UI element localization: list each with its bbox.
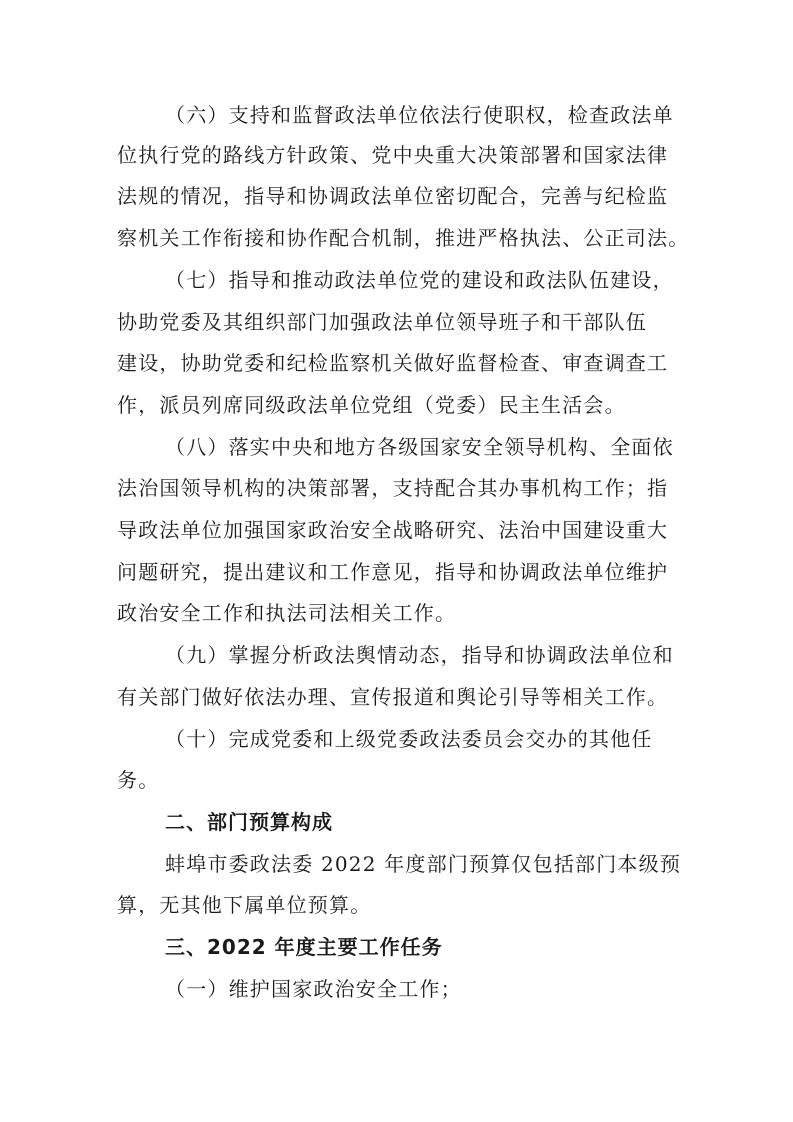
paragraph-6-line-4: 察机关工作衔接和协作配合机制，推进严格执法、公正司法。	[117, 226, 690, 250]
section-heading-budget-structure: 二、部门预算构成	[165, 810, 333, 834]
paragraph-8-line-1: （八）落实中央和地方各级国家安全领导机构、全面依	[165, 435, 674, 459]
budget-paragraph-line-2: 算，无其他下属单位预算。	[117, 893, 372, 917]
paragraph-9-line-1: （九）掌握分析政法舆情动态，指导和协调政法单位和	[165, 643, 674, 667]
paragraph-7-line-4: 作，派员列席同级政法单位党组（党委）民主生活会。	[117, 393, 626, 417]
paragraph-8-line-3: 导政法单位加强国家政治安全战略研究、法治中国建设重大	[117, 518, 669, 542]
paragraph-7-line-1: （七）指导和推动政法单位党的建设和政法队伍建设，	[165, 268, 674, 292]
paragraph-8-line-2: 法治国领导机构的决策部署，支持配合其办事机构工作；指	[117, 476, 669, 500]
paragraph-6-line-3: 法规的情况，指导和协调政法单位密切配合，完善与纪检监	[117, 184, 669, 208]
paragraph-7-line-3: 建设，协助党委和纪检监察机关做好监督检查、审查调查工	[117, 351, 669, 375]
paragraph-8-line-4: 问题研究，提出建议和工作意见，指导和协调政法单位维护	[117, 560, 669, 584]
budget-paragraph-line-1: 蚌埠市委政法委 2022 年度部门预算仅包括部门本级预	[165, 852, 682, 876]
task-item-1: （一）维护国家政治安全工作；	[165, 977, 462, 1001]
paragraph-10-line-1: （十）完成党委和上级党委政法委员会交办的其他任	[165, 727, 653, 751]
section-heading-main-tasks: 三、2022 年度主要工作任务	[165, 935, 443, 959]
paragraph-8-line-5: 政治安全工作和执法司法相关工作。	[117, 601, 457, 625]
paragraph-6-line-1: （六）支持和监督政法单位依法行使职权，检查政法单	[165, 103, 674, 127]
paragraph-7-line-2: 协助党委及其组织部门加强政法单位领导班子和干部队伍	[117, 310, 647, 334]
paragraph-10-line-2: 务。	[117, 768, 160, 792]
paragraph-6-line-2: 位执行党的路线方针政策、党中央重大决策部署和国家法律	[117, 143, 669, 167]
paragraph-9-line-2: 有关部门做好依法办理、宣传报道和舆论引导等相关工作。	[117, 685, 669, 709]
